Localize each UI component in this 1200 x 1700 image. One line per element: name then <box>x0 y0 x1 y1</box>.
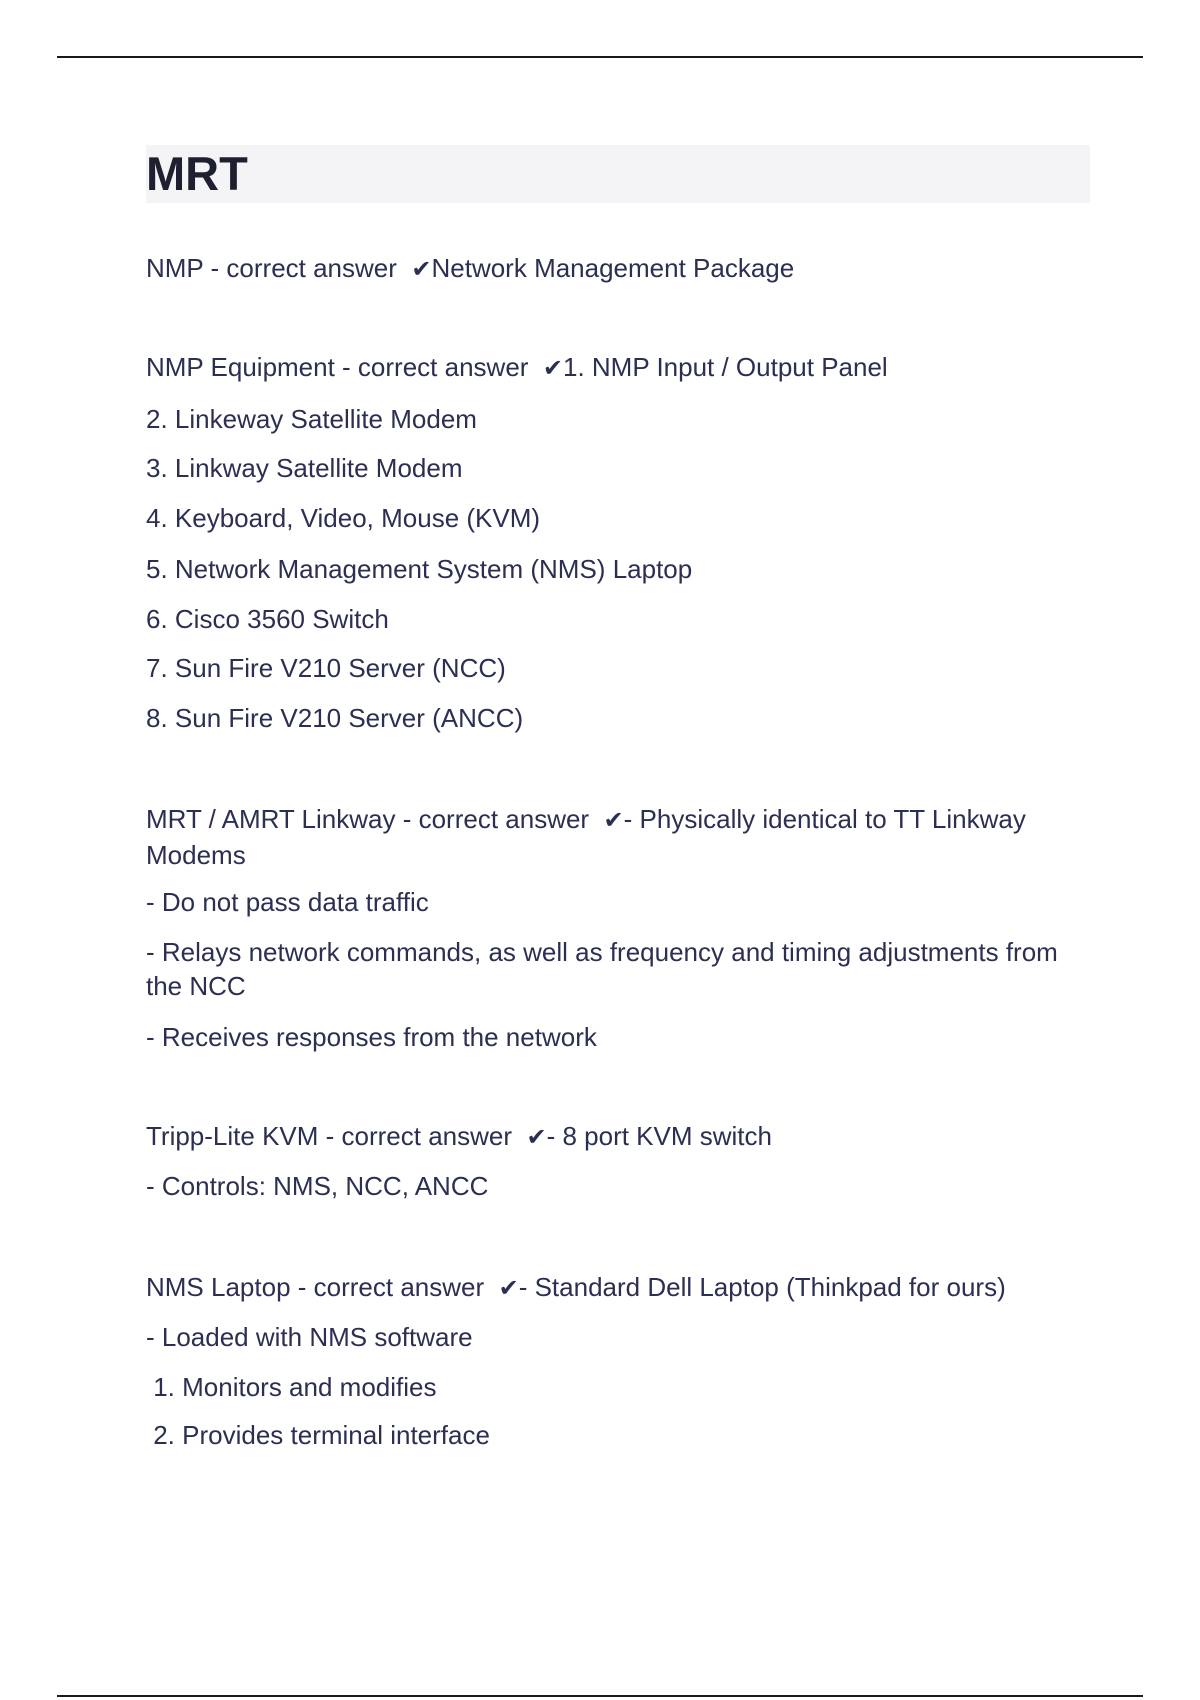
list-item: - Controls: NMS, NCC, ANCC <box>146 1171 489 1201</box>
entry-heading <box>146 1119 772 1155</box>
entry-term: MRT / AMRT Linkway - correct answer <box>146 804 590 834</box>
entry-heading <box>146 251 794 287</box>
entry-answer: 1. NMP Input / Output Panel <box>563 352 888 382</box>
list-item: 2. Provides terminal interface <box>146 1420 490 1450</box>
check-icon: ✔ <box>603 807 624 834</box>
list-item: 2. Linkeway Satellite Modem <box>146 404 477 434</box>
list-item: 6. Cisco 3560 Switch <box>146 604 389 634</box>
entry-heading <box>146 350 888 386</box>
entry-answer: - 8 port KVM switch <box>546 1121 772 1151</box>
entry-answer: Network Management Package <box>431 253 795 283</box>
title-banner <box>146 145 1090 203</box>
entry-answer: - Physically identical to TT Linkway Modems <box>146 804 1026 870</box>
entry-heading <box>146 1270 1006 1306</box>
check-icon: ✔ <box>498 1275 519 1302</box>
list-item: - Receives responses from the network <box>146 1022 597 1052</box>
check-icon: ✔ <box>411 256 432 283</box>
entry-term: NMS Laptop - correct answer <box>146 1272 485 1302</box>
list-item: 3. Linkway Satellite Modem <box>146 453 463 483</box>
entry-term: NMP - correct answer <box>146 253 397 283</box>
top-rule <box>57 56 1143 58</box>
list-item: - Do not pass data traffic <box>146 887 429 917</box>
list-item: 8. Sun Fire V210 Server (ANCC) <box>146 703 524 733</box>
list-item: - Relays network commands, as well as frequency and timing adjustments from the NCC <box>146 937 1058 1001</box>
entry-heading <box>146 802 1096 872</box>
entry-term: Tripp-Lite KVM - correct answer <box>146 1121 513 1151</box>
check-icon: ✔ <box>542 355 563 382</box>
entry-term: NMP Equipment - correct answer <box>146 352 529 382</box>
entry-answer: - Standard Dell Laptop (Thinkpad for ours) <box>518 1272 1006 1302</box>
list-item: 1. Monitors and modifies <box>146 1372 437 1402</box>
list-item: 4. Keyboard, Video, Mouse (KVM) <box>146 503 541 533</box>
check-icon: ✔ <box>526 1124 547 1151</box>
list-item: 7. Sun Fire V210 Server (NCC) <box>146 653 506 683</box>
list-item: - Loaded with NMS software <box>146 1322 473 1352</box>
page-title: MRT <box>146 147 248 200</box>
list-item: 5. Network Management System (NMS) Laptop <box>146 554 693 584</box>
bottom-rule <box>57 1695 1143 1697</box>
